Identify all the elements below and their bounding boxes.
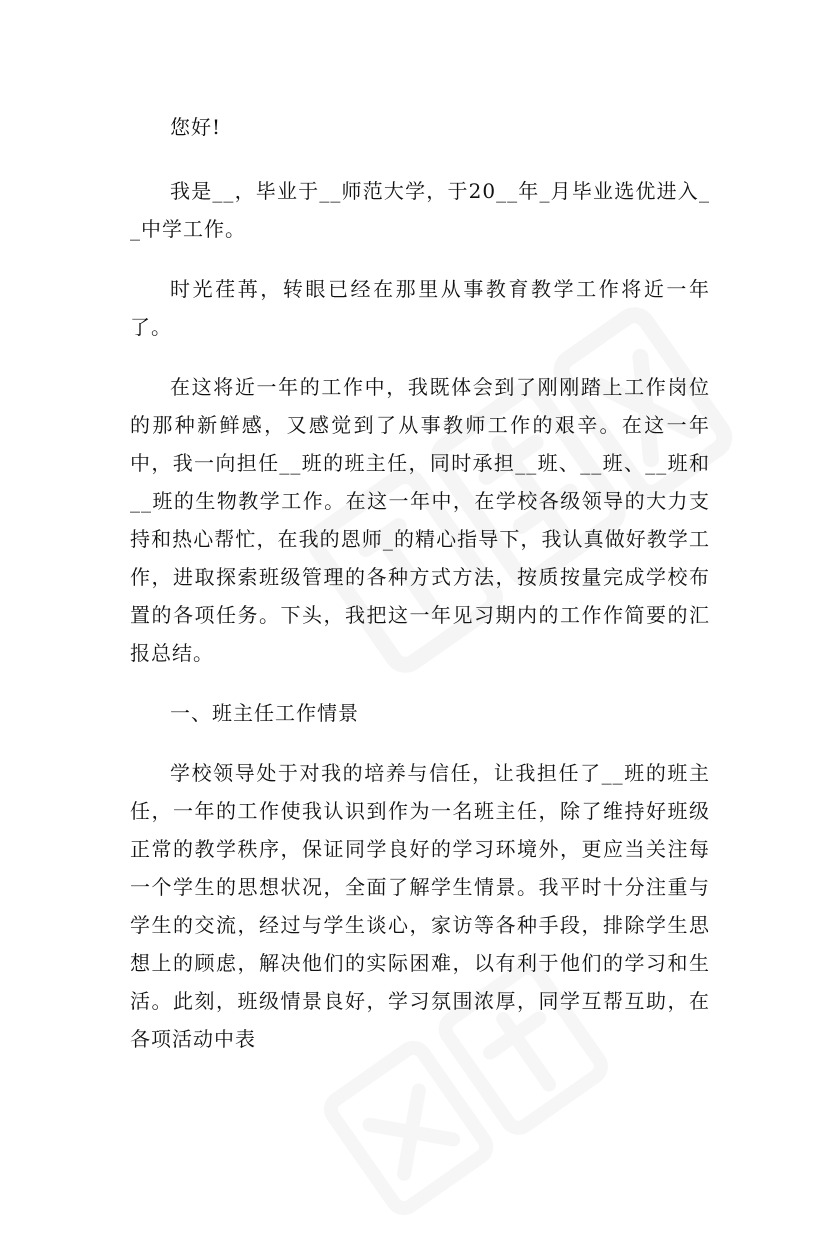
time-paragraph: 时光荏苒，转眼已经在那里从事教育教学工作将近一年了。 — [130, 277, 710, 339]
overview-paragraph: 在这将近一年的工作中，我既体会到了刚刚踏上工作岗位的那种新鲜感，又感觉到了从事教师工作的艰辛。在这一年中，我一向担任__班的班主任，同时承担__班、__班、__班和__班的生物教学工作。在这一年中，在学校各级领导的大力支持和热心帮忙，在我的恩师_的精心指导下，我认真做好教学工作，进取探索班级管理的各种方式方法，按质按量完成学校布置的各项任务。下头，我把这一年见习期内的工作作简要的汇报总结。 — [130, 375, 710, 665]
section-heading: 一、班主任工作情景 — [170, 701, 359, 725]
class-teacher-paragraph: 学校领导处于对我的培养与信任，让我担任了__班的班主任，一年的工作使我认识到作为一名班主任，除了维持好班级正常的教学秩序，保证同学良好的学习环境外，更应当关注每一个学生的思想状况，全面了解学生情景。我平时十分注重与学生的交流，经过与学生谈心，家访等各种手段，排除学生思想上的顾虑，解决他们的实际困难，以有利于他们的学习和生活。此刻，班级情景良好，学习氛围浓厚，同学互帮互助，在各项活动中表 — [130, 761, 710, 1051]
intro-paragraph: 我是__，毕业于__师范大学，于20__年_月毕业选优进入__中学工作。 — [130, 179, 710, 241]
greeting: 您好! — [170, 115, 222, 139]
document-body — [130, 108, 710, 1080]
